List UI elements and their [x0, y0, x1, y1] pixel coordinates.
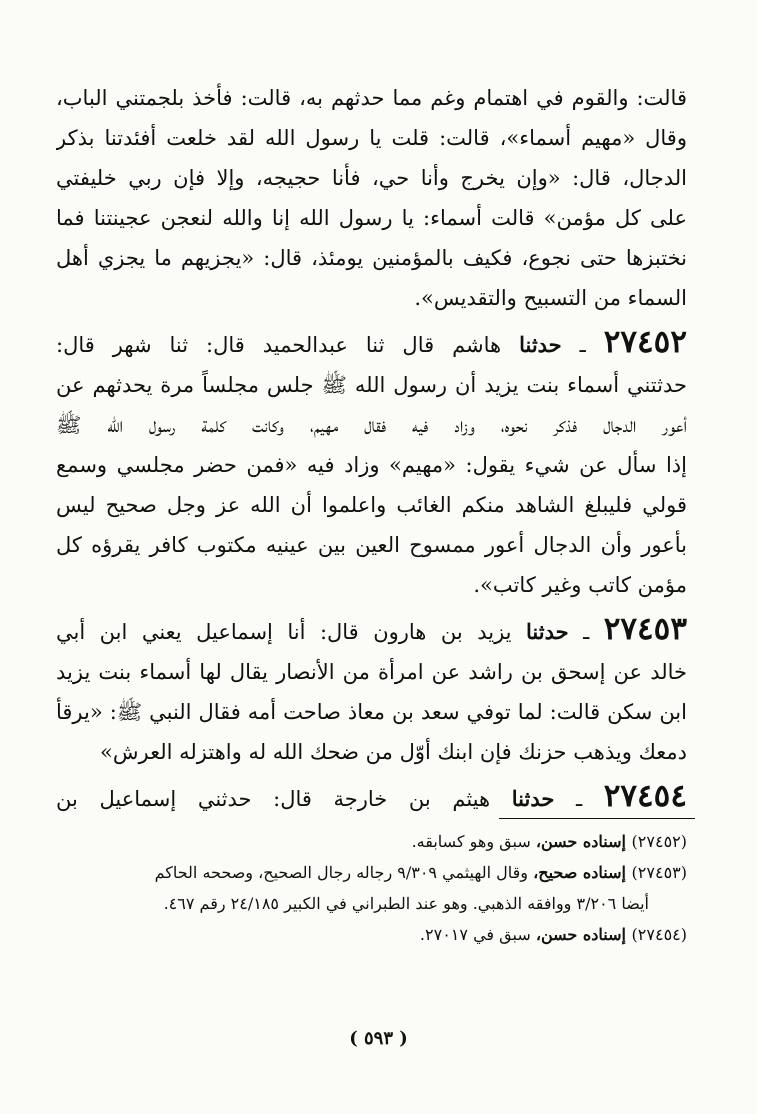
footnote: (٢٧٤٥٣) إسناده صحيح، وقال الهيثمي ٩/٣٠٩ رجاله رجال الصحيح، وصححه الحاكم: [154, 863, 687, 882]
text-line: ابن سكن قالت: لما توفي سعد بن معاذ صاحت أمه فقال النبي ﷺ: «يرقأ: [56, 700, 687, 724]
text-line: مؤمن كاتب وغير كاتب».: [473, 573, 687, 597]
text-line: وقال «مهيم أسماء»، قالت: قلت يا رسول الله لقد خلعت أفئدتنا بذكر: [56, 126, 687, 150]
text-line: دمعك ويذهب حزنك فإن ابنك أوّل من ضحك الله له واهتزله العرش»: [100, 740, 687, 764]
text-line: بأعور وأن الدجال أعور ممسوح العين بين عينيه مكتوب كافر يقرؤه كل: [56, 533, 687, 557]
text-line: السماء من التسبيح والتقديس».: [414, 286, 687, 310]
text-line: الدجال، قال: «وإن يخرج وأنا حي، فأنا حجيجه، وإلا فإن ربي خليفتي: [56, 166, 687, 190]
hadith-27452-header: ٢٧٤٥٢ ـ حدثنا هاشم قال ثنا عبدالحميد قال: ثنا شهر قال:: [56, 324, 687, 360]
text-line: إذا سأل عن شيء يقول: «مهيم» وزاد فيه «فمن حضر مجلسي وسمع: [56, 453, 687, 477]
footnotes: [60, 826, 687, 950]
hadith-keyword: حدثنا: [519, 332, 562, 357]
main-text: [56, 78, 687, 819]
text-line: قولي فليبلغ الشاهد منكم الغائب واعلموا أن الله عز وجل صحيح ليس: [56, 493, 687, 517]
hadith-number: ٢٧٤٥٢: [603, 324, 687, 360]
footnote: (٢٧٤٥٢) إسناده حسن، سبق وهو كسابقه.: [411, 832, 687, 851]
text-line: خالد عن إسحق بن راشد عن امرأة من الأنصار يقال لها أسماء بنت يزيد: [56, 660, 687, 684]
hadith-number: ٢٧٤٥٤: [603, 778, 687, 814]
hadith-27453-header: ٢٧٤٥٣ ـ حدثنا يزيد بن هارون قال: أنا إسماعيل يعني ابن أبي: [56, 611, 687, 647]
text-line: نختبزها حتى نجوع، فكيف بالمؤمنين يومئذ، قال: «يجزيهم ما يجزي أهل: [56, 246, 687, 270]
text-line: أعور الدجال فذكر نحوه، وزاد فيه فقال مهيم، وكانت كلمة رسول الله ﷺ: [56, 413, 687, 437]
hadith-27454-header: ٢٧٤٥٤ ـ حدثنا هيثم بن خارجة قال: حدثني إسماعيل بن: [56, 778, 687, 814]
hadith-keyword: حدثنا: [511, 786, 555, 811]
hadith-number: ٢٧٤٥٣: [603, 611, 687, 647]
text-line: حدثتني أسماء بنت يزيد أن رسول الله ﷺ جلس مجلساً مرة يحدثهم عن: [56, 373, 687, 397]
page-number: ( ٥٩٣ ): [349, 1028, 408, 1049]
footnote-continuation: أيضا ٣/٢٠٦ ووافقه الذهبي. وهو عند الطبراني في الكبير ٢٤/١٨٥ رقم ٤٦٧.: [163, 894, 649, 913]
hadith-keyword: حدثنا: [526, 619, 569, 644]
text-line: قالت: والقوم في اهتمام وغم مما حدثهم به، قالت: فأخذ بلجمتني الباب،: [56, 86, 687, 110]
footnote: (٢٧٤٥٤) إسناده حسن، سبق في ٢٧٠١٧.: [419, 925, 687, 944]
text-line: على كل مؤمن» قالت أسماء: يا رسول الله إنا والله لنعجن عجينتنا فما: [56, 206, 687, 230]
footnote-divider: [499, 818, 695, 819]
